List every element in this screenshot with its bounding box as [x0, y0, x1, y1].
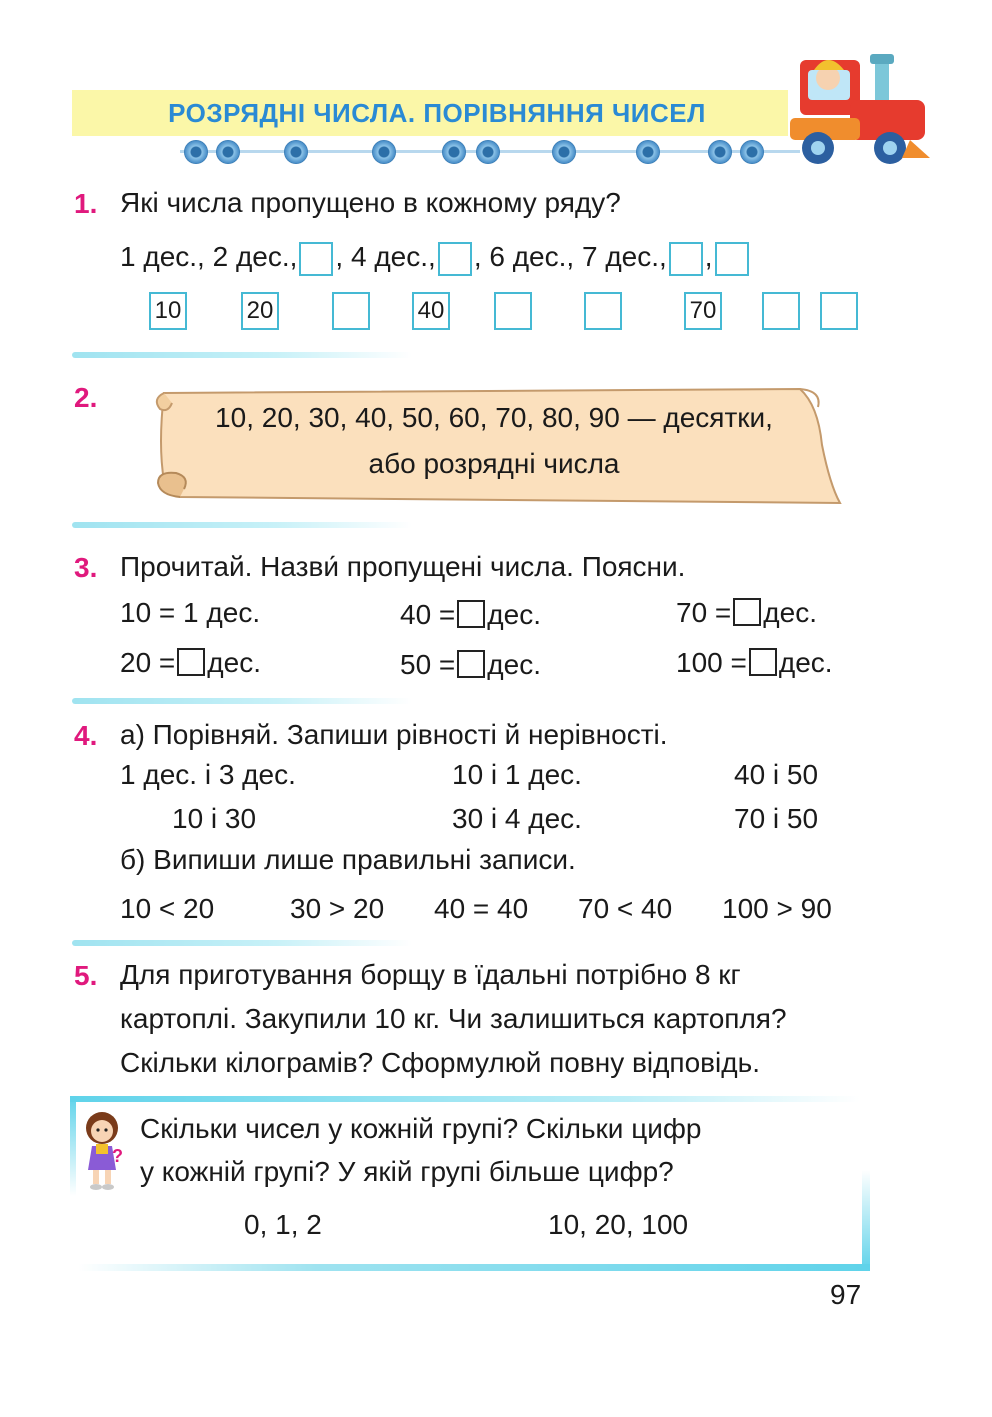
task1-row1-text-a: 1 дес., 2 дес.,	[120, 241, 298, 272]
answer-box[interactable]	[749, 648, 777, 676]
divider	[72, 352, 412, 358]
divider	[72, 940, 412, 946]
expr-left: 50 =	[400, 649, 456, 680]
task4-a-r1c2: 10 і 1 дес.	[452, 759, 582, 790]
train-icon	[790, 40, 940, 170]
number-box: 10	[149, 292, 187, 330]
task4-part-a: а) Порівняй. Запиши рівності й нерівності.	[120, 719, 668, 750]
expr-right: дес.	[763, 597, 817, 628]
number-box: 20	[241, 292, 279, 330]
task3-c3r2	[676, 646, 833, 680]
task4-a-r2c3: 70 і 50	[734, 803, 819, 834]
task4-number: 4.	[74, 720, 98, 751]
task2-number: 2.	[74, 382, 98, 413]
expr-right: дес.	[487, 649, 541, 680]
answer-box[interactable]	[733, 598, 761, 626]
task1-number: 1.	[74, 188, 98, 219]
answer-box[interactable]	[762, 292, 800, 330]
task1-row1-text-c: , 6 дес., 7 дес.,	[473, 241, 667, 272]
task5-number: 5.	[74, 960, 98, 991]
divider	[72, 698, 412, 704]
bonus-group1: 0, 1, 2	[244, 1209, 322, 1240]
page-number: 97	[830, 1279, 862, 1310]
task5-line2: картоплі. Закупили 10 кг. Чи залишиться картопля?	[120, 1003, 787, 1034]
task5-line3: Скільки кілограмів? Сформулюй повну відповідь.	[120, 1047, 760, 1078]
task4-b-item: 10 < 20	[120, 893, 215, 924]
expr-left: 70 =	[676, 597, 732, 628]
task3-c3r1	[676, 596, 817, 630]
answer-box[interactable]	[177, 648, 205, 676]
answer-box[interactable]	[715, 242, 749, 276]
task4-b-item: 40 = 40	[434, 893, 529, 924]
task1-row1-text-d: ,	[704, 241, 713, 272]
task3-c1r1: 10 = 1 дес.	[120, 597, 261, 628]
task4-a-r2c2: 30 і 4 дес.	[452, 803, 582, 834]
number-box: 40	[412, 292, 450, 330]
task4-b-item: 100 > 90	[722, 893, 832, 924]
task4-a-r1c1: 1 дес. і 3 дес.	[120, 759, 296, 790]
expr-right: дес.	[778, 647, 833, 678]
task1-question: Які числа пропущено в кожному ряду?	[120, 187, 621, 218]
expr-right: дес.	[207, 647, 261, 678]
task3-c2r2	[400, 648, 541, 682]
task4-a-r1c3: 40 і 50	[734, 759, 819, 790]
task1-row1-text-b: , 4 дес.,	[335, 241, 436, 272]
task3-question: Прочитай. Назви́ пропущені числа. Поясни.	[120, 551, 686, 582]
expr-left: 40 =	[400, 599, 456, 630]
expr-right: дес.	[487, 599, 541, 630]
answer-box[interactable]	[438, 242, 472, 276]
task2-line1: 10, 20, 30, 40, 50, 60, 70, 80, 90 — десятки,	[215, 402, 773, 433]
task1-row1	[120, 240, 751, 276]
bonus-line2: у кожній групі? У якій групі більше цифр?	[140, 1156, 674, 1187]
task4-a-r2c1: 10 і 30	[172, 803, 257, 834]
answer-box[interactable]	[332, 292, 370, 330]
task4-part-b: б) Випиши лише правильні записи.	[120, 844, 576, 875]
divider	[72, 522, 412, 528]
answer-box[interactable]	[584, 292, 622, 330]
task2-line2: або розрядні числа	[368, 448, 620, 479]
svg-text:?: ?	[112, 1146, 123, 1166]
bonus-group2: 10, 20, 100	[548, 1209, 689, 1240]
bonus-line1: Скільки чисел у кожній групі? Скільки цифр	[140, 1113, 702, 1144]
page-title: РОЗРЯДНІ ЧИСЛА. ПОРІВНЯННЯ ЧИСЕЛ	[168, 98, 706, 128]
task3-c2r1	[400, 598, 541, 632]
task4-b-item: 70 < 40	[578, 893, 673, 924]
task5-line1: Для приготування борщу в їдальні потрібно 8 кг	[120, 959, 741, 990]
answer-box[interactable]	[457, 650, 485, 678]
answer-box[interactable]	[494, 292, 532, 330]
task3-c1r2	[120, 646, 261, 680]
answer-box[interactable]	[820, 292, 858, 330]
number-box: 70	[684, 292, 722, 330]
girl-icon	[78, 1110, 128, 1192]
answer-box[interactable]	[669, 242, 703, 276]
answer-box[interactable]	[457, 600, 485, 628]
task4-b-item: 30 > 20	[290, 893, 385, 924]
answer-box[interactable]	[299, 242, 333, 276]
expr-left: 100 =	[676, 647, 747, 678]
expr-left: 20 =	[120, 647, 176, 678]
task3-number: 3.	[74, 552, 98, 583]
